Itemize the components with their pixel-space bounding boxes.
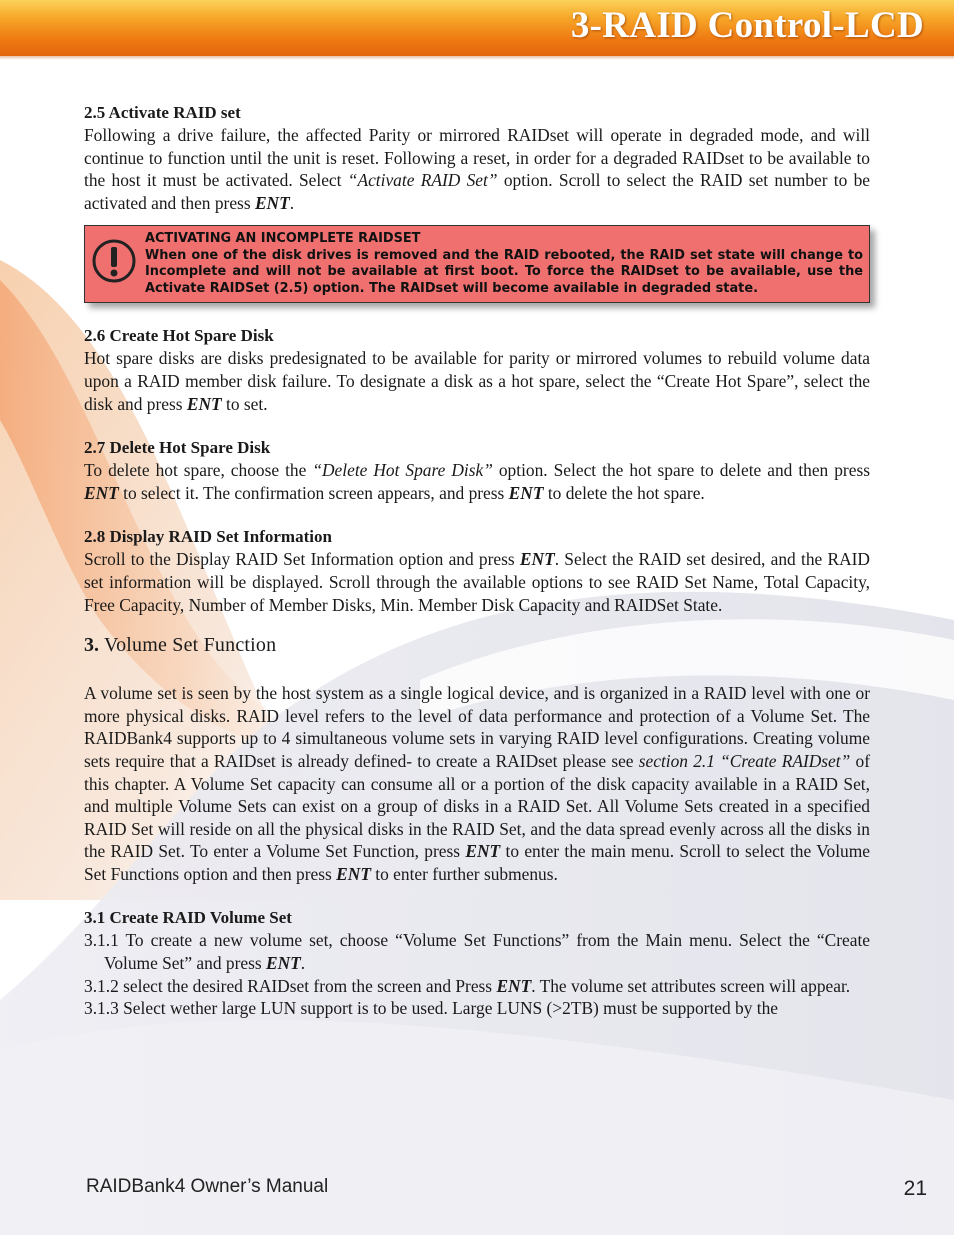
header-bar bbox=[0, 0, 954, 56]
text-run: To delete hot spare, choose the bbox=[84, 460, 313, 481]
text-run: 3.1.2 select the desired RAIDset from the screen and Press bbox=[84, 975, 497, 996]
ent-key: ENT bbox=[186, 393, 222, 414]
exclamation-icon bbox=[91, 238, 137, 284]
section-2-7-title: 2.7 Delete Hot Spare Disk bbox=[84, 438, 271, 458]
ent-key: ENT bbox=[265, 953, 301, 974]
text-run: of this chapter. A Volume Set capacity can consume all or a portion of the disk capacity available in a RAID Set, and multiple Volume Sets can exist on a group of disks in a RAID Set. All Volume Sets created in a specified RAID Set will reside on all the physical disks in the RAID Set, and the data spread evenly across all the disks in the RAID Set. To enter a Volume Set Function, press bbox=[84, 750, 870, 862]
text-run: Scroll to the Display RAID Set Information option and press bbox=[84, 549, 520, 570]
section-reference: section 2.1 “Create RAIDset” bbox=[638, 750, 851, 771]
ent-key: ENT bbox=[336, 863, 371, 884]
spacer bbox=[84, 885, 870, 907]
text-run: . The volume set attributes screen will appear. bbox=[531, 975, 851, 996]
section-number: 3. bbox=[84, 634, 99, 657]
spacer bbox=[84, 415, 870, 437]
text-run: . bbox=[300, 953, 306, 974]
text-run: . Select the RAID set desired, and the RAID set information will be displayed. Scroll through the available options to see RAID Set Name, Total Capacity, Free Capacity, Number of Member Disks, Min. Member Disk Capacity and RAIDSet State. bbox=[84, 549, 870, 615]
text-run: to set. bbox=[221, 393, 268, 414]
text-run: to enter further submenus. bbox=[370, 863, 558, 884]
section-2-6-body bbox=[84, 347, 870, 415]
text-run: option. Select the hot spare to delete and then press bbox=[492, 460, 870, 481]
text-run: Hot spare disks are disks predesignated to be available for parity or mirrored volumes to rebuild volume data upon a RAID member disk failure. To designate a disk as a hot spare, select the “Create Hot Spare”, select the disk and press bbox=[84, 348, 870, 414]
text-run: to delete the hot spare. bbox=[543, 482, 705, 503]
ent-key: ENT bbox=[508, 482, 544, 503]
section-2-8-title: 2.8 Display RAID Set Information bbox=[84, 527, 332, 547]
warning-title: ACTIVATING AN INCOMPLETE RAIDSET bbox=[145, 231, 421, 247]
spacer bbox=[84, 504, 870, 526]
text-run: 3.1.1 To create a new volume set, choose “Volume Set Functions” from the Main menu. Select the “Create Volume Set” and press bbox=[84, 930, 870, 974]
chapter-title: 3-RAID Control-LCD bbox=[570, 5, 924, 46]
text-run: to select it. The confirmation screen appears, and press bbox=[118, 482, 509, 503]
section-3-title bbox=[84, 630, 870, 660]
section-3-body bbox=[84, 682, 870, 885]
warning-body: When one of the disk drives is removed and the RAID rebooted, the RAID set state will change to Incomplete and will not be available at first boot. To force the RAIDset to be available, use the Activate RAIDSet (2.5) option. The RAIDset will become available in degraded state. bbox=[145, 247, 863, 296]
ent-key: ENT bbox=[496, 975, 532, 996]
section-heading-text: Volume Set Function bbox=[104, 634, 277, 657]
text-run: option. Scroll to select the RAID set number to be activated and then press bbox=[84, 170, 871, 213]
ent-key: ENT bbox=[254, 192, 290, 213]
ent-key: ENT bbox=[519, 549, 555, 570]
menu-option-reference: “Delete Hot Spare Disk” bbox=[312, 460, 493, 481]
section-2-5-body bbox=[84, 124, 870, 214]
page-content bbox=[84, 102, 870, 1020]
text-run: . bbox=[289, 192, 295, 213]
section-2-8-body bbox=[84, 548, 870, 616]
section-2-5-title: 2.5 Activate RAID set bbox=[84, 103, 241, 122]
page-number: 21 bbox=[903, 1177, 927, 1200]
menu-option-reference: “Activate RAID Set” bbox=[347, 170, 498, 191]
text-run: Following a drive failure, the affected Parity or mirrored RAIDset will operate in degraded mode, and will continue to function until the unit is reset. Following a reset, in order for a degraded RAIDset to be available to the host it must be activated. Select bbox=[84, 125, 870, 191]
step-3-1-3: 3.1.3 Select wether large LUN support is to be used. Large LUNS (>2TB) must be supported by the bbox=[84, 998, 779, 1019]
section-2-7-body bbox=[84, 459, 870, 504]
step-3-1-2 bbox=[84, 975, 870, 998]
step-3-1-1 bbox=[84, 929, 870, 974]
ent-key: ENT bbox=[84, 482, 119, 503]
warning-box bbox=[84, 225, 870, 303]
section-3-1-title: 3.1 Create RAID Volume Set bbox=[84, 908, 292, 928]
spacer bbox=[84, 660, 870, 682]
section-2-6-title: 2.6 Create Hot Spare Disk bbox=[84, 326, 274, 346]
warning-text bbox=[145, 231, 863, 297]
ent-key: ENT bbox=[465, 841, 501, 862]
text-run: to enter the main menu. Scroll to select the Volume Set Functions option and then press bbox=[84, 841, 870, 884]
footer-manual-title: RAIDBank4 Owner’s Manual bbox=[86, 1176, 329, 1197]
text-run: A volume set is seen by the host system as a single logical device, and is organized in a RAID level with one or more physical disks. RAID level refers to the level of data performance and protection of a Volume Set. The RAIDBank4 supports up to 4 simultaneous volume sets in varying RAID level configurations. Creating volume sets require that a RAIDset is already defined- to create a RAIDset please see bbox=[84, 683, 870, 771]
